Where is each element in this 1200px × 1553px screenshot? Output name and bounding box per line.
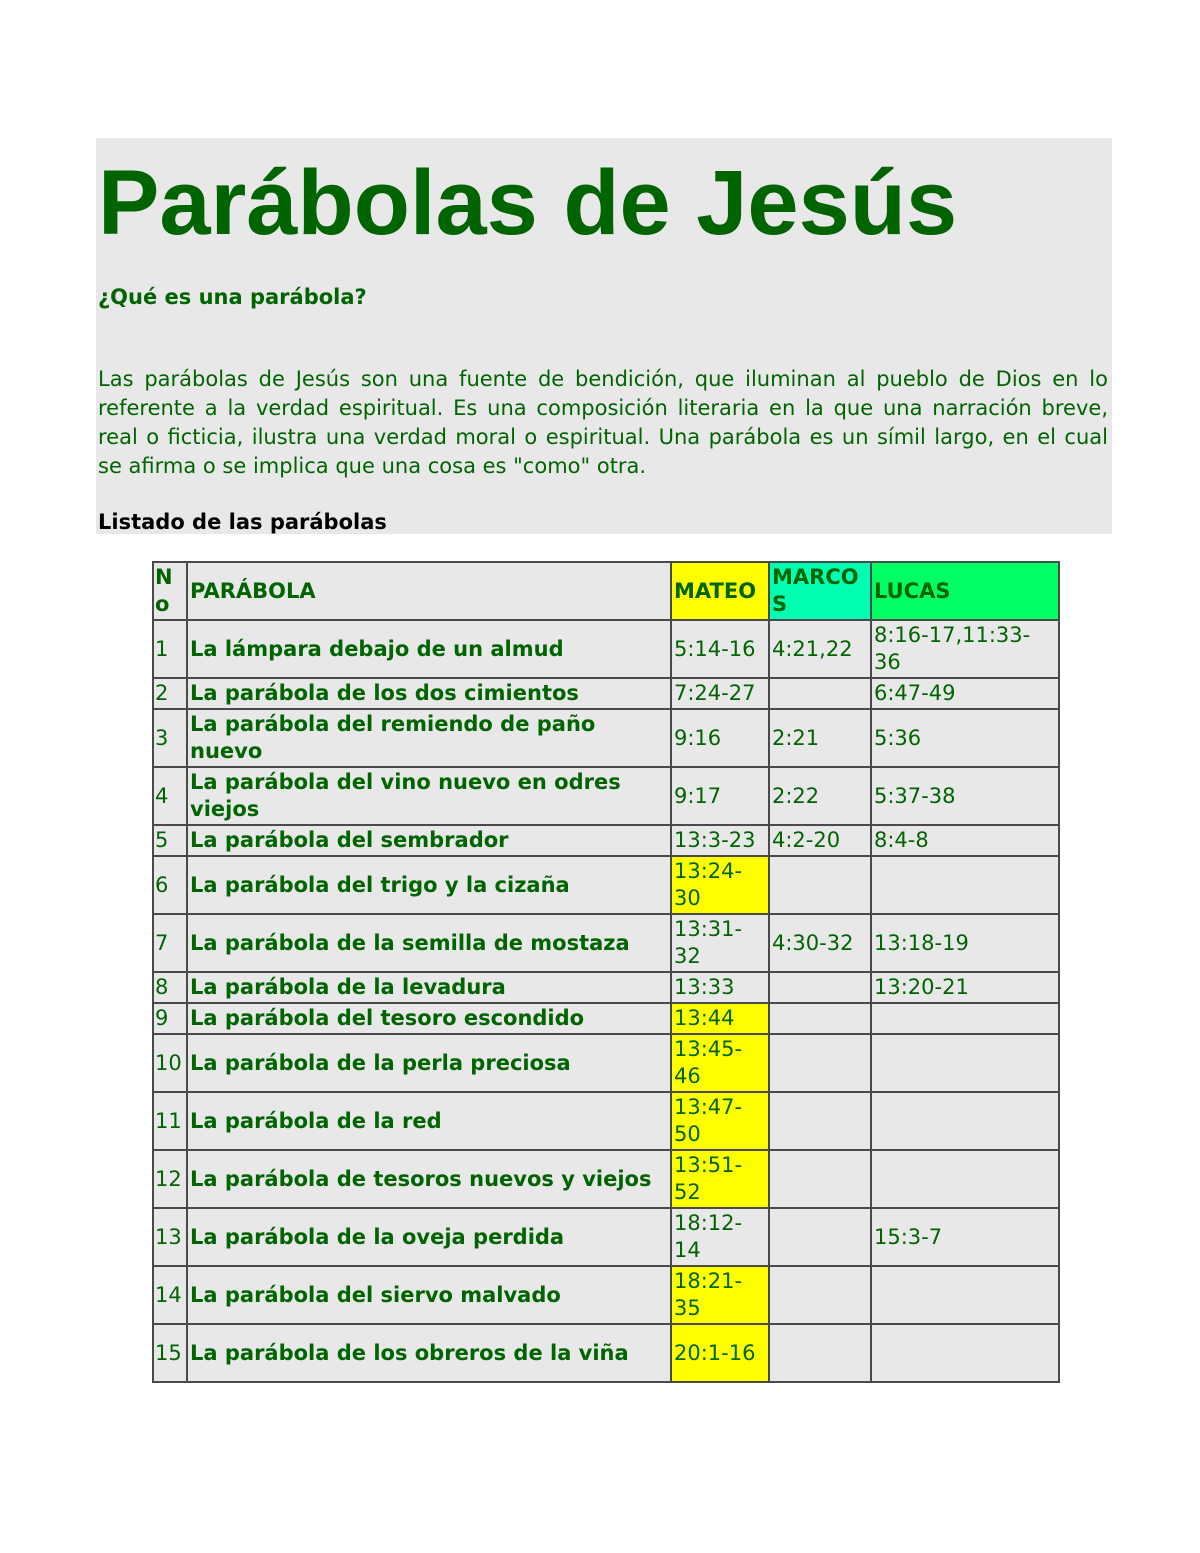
row-parable: La parábola del sembrador [187, 825, 671, 856]
row-mateo: 9:16 [671, 709, 769, 767]
row-lucas: 8:4-8 [871, 825, 1059, 856]
table-row [153, 972, 1059, 1003]
row-parable: La parábola de la perla preciosa [187, 1034, 671, 1092]
row-parable: La parábola del trigo y la cizaña [187, 856, 671, 914]
intro-paragraph: Las parábolas de Jesús son una fuente de bendición, que iluminan al pueblo de Dios en lo referente a la verdad espiritual. Es una composición literaria en la que una narración breve, real o ficticia, ilustra una verdad moral o espiritual. Una parábola es un símil largo, en el cual se afirma o se implica que una cosa es "como" otra. [98, 367, 1108, 478]
table-row [153, 709, 1059, 767]
row-lucas: 6:47-49 [871, 678, 1059, 709]
row-parable: La parábola de los dos cimientos [187, 678, 671, 709]
row-mateo: 20:1-16 [671, 1324, 769, 1382]
row-number: 15 [153, 1324, 187, 1382]
row-marcos: 2:21 [769, 709, 871, 767]
row-marcos: 4:30-32 [769, 914, 871, 972]
table-row [153, 1092, 1059, 1150]
page-title: Parábolas de Jesús [98, 152, 958, 254]
row-marcos [769, 1092, 871, 1150]
row-marcos [769, 1034, 871, 1092]
question-heading: ¿Qué es una parábola? [98, 285, 367, 309]
row-number: 12 [153, 1150, 187, 1208]
row-number: 6 [153, 856, 187, 914]
row-lucas: 13:18-19 [871, 914, 1059, 972]
row-parable: La parábola del tesoro escondido [187, 1003, 671, 1034]
row-parable: La parábola del siervo malvado [187, 1266, 671, 1324]
table-header-row [153, 562, 1059, 620]
row-marcos [769, 1150, 871, 1208]
row-lucas: 5:37-38 [871, 767, 1059, 825]
row-marcos: 4:21,22 [769, 620, 871, 678]
row-parable: La parábola del remiendo de paño nuevo [187, 709, 671, 767]
header-lucas: LUCAS [871, 562, 1059, 620]
row-number: 8 [153, 972, 187, 1003]
row-mateo: 18:12-14 [671, 1208, 769, 1266]
row-marcos [769, 856, 871, 914]
row-mateo: 9:17 [671, 767, 769, 825]
row-parable: La parábola de la levadura [187, 972, 671, 1003]
row-parable: La parábola de la oveja perdida [187, 1208, 671, 1266]
row-mateo: 7:24-27 [671, 678, 769, 709]
row-number: 2 [153, 678, 187, 709]
table-row [153, 914, 1059, 972]
row-parable: La parábola de la red [187, 1092, 671, 1150]
row-lucas [871, 1266, 1059, 1324]
row-lucas: 8:16-17,11:33-36 [871, 620, 1059, 678]
row-lucas: 15:3-7 [871, 1208, 1059, 1266]
list-heading: Listado de las parábolas [98, 510, 387, 534]
row-parable: La parábola de la semilla de mostaza [187, 914, 671, 972]
row-mateo: 13:47-50 [671, 1092, 769, 1150]
table-row [153, 1266, 1059, 1324]
row-number: 13 [153, 1208, 187, 1266]
row-marcos: 2:22 [769, 767, 871, 825]
row-number: 9 [153, 1003, 187, 1034]
row-marcos [769, 678, 871, 709]
row-mateo: 13:45-46 [671, 1034, 769, 1092]
table-row [153, 1034, 1059, 1092]
row-mateo: 5:14-16 [671, 620, 769, 678]
row-marcos: 4:2-20 [769, 825, 871, 856]
table-row [153, 620, 1059, 678]
table-row [153, 1150, 1059, 1208]
parables-table [152, 561, 1060, 1383]
header-marcos: MARCOS [769, 562, 871, 620]
row-mateo: 13:44 [671, 1003, 769, 1034]
row-parable: La lámpara debajo de un almud [187, 620, 671, 678]
row-lucas [871, 856, 1059, 914]
row-number: 3 [153, 709, 187, 767]
row-lucas [871, 1034, 1059, 1092]
table-row [153, 1324, 1059, 1382]
row-lucas [871, 1003, 1059, 1034]
row-marcos [769, 1208, 871, 1266]
table-row [153, 856, 1059, 914]
row-number: 11 [153, 1092, 187, 1150]
header-no: No [153, 562, 187, 620]
row-parable: La parábola de los obreros de la viña [187, 1324, 671, 1382]
row-marcos [769, 1324, 871, 1382]
row-mateo: 13:33 [671, 972, 769, 1003]
row-lucas [871, 1324, 1059, 1382]
row-mateo: 13:31-32 [671, 914, 769, 972]
row-mateo: 13:24-30 [671, 856, 769, 914]
table-row [153, 678, 1059, 709]
row-number: 10 [153, 1034, 187, 1092]
row-lucas: 13:20-21 [871, 972, 1059, 1003]
row-number: 5 [153, 825, 187, 856]
row-number: 7 [153, 914, 187, 972]
header-mateo: MATEO [671, 562, 769, 620]
row-mateo: 13:51-52 [671, 1150, 769, 1208]
row-parable: La parábola de tesoros nuevos y viejos [187, 1150, 671, 1208]
row-lucas [871, 1092, 1059, 1150]
row-mateo: 18:21-35 [671, 1266, 769, 1324]
row-parable: La parábola del vino nuevo en odres viejos [187, 767, 671, 825]
row-lucas [871, 1150, 1059, 1208]
row-lucas: 5:36 [871, 709, 1059, 767]
table-row [153, 1003, 1059, 1034]
row-mateo: 13:3-23 [671, 825, 769, 856]
row-number: 14 [153, 1266, 187, 1324]
row-number: 1 [153, 620, 187, 678]
row-marcos [769, 1003, 871, 1034]
header-parable: PARÁBOLA [187, 562, 671, 620]
row-number: 4 [153, 767, 187, 825]
row-marcos [769, 1266, 871, 1324]
row-marcos [769, 972, 871, 1003]
table-row [153, 767, 1059, 825]
table-row [153, 1208, 1059, 1266]
table-row [153, 825, 1059, 856]
